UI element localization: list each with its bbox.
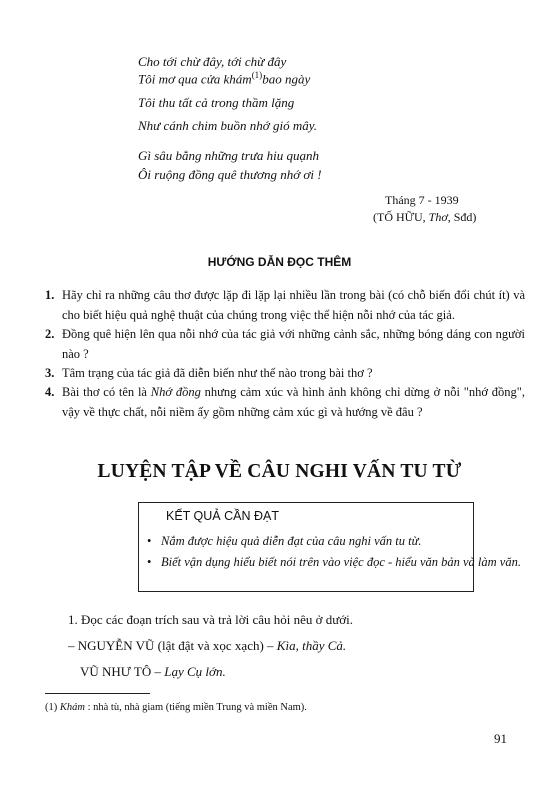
- dialogue-speech: Lạy Cụ lớn.: [164, 664, 226, 679]
- poem-line-2-b: bao ngày: [262, 71, 311, 87]
- question-text-a: Bài thơ có tên là: [62, 385, 151, 399]
- page-number: 91: [494, 731, 507, 746]
- guide-title: HƯỚNG DẪN ĐỌC THÊM: [207, 255, 352, 269]
- bullet-icon: •: [147, 534, 152, 548]
- question-text-b: nhưng cảm xúc và hình ảnh không chỉ dừng ở nỗi "nhớ đồng", vậy về thực chất, nỗi niềm ấy gồm những cảm xúc gì và hướng về đâu ?: [62, 385, 525, 419]
- dialogue-speaker: – NGUYỄN VŨ (lật đật và xọc xạch) –: [68, 638, 277, 653]
- dialogue-speaker: VŨ NHƯ TÔ –: [80, 664, 165, 679]
- poem-line-2-a: Tôi mơ qua cửa khám: [138, 71, 252, 87]
- objective-text: Nắm được hiệu quả diễn đạt của câu nghi vấn tu từ.: [161, 534, 422, 548]
- source-suffix: , Sđd): [447, 210, 477, 224]
- question-text: Hãy chỉ ra những câu thơ được lặp đi lặp lại nhiều lần trong bài (có chỗ biến đổi chút ít) và cho biết hiệu quả nghệ thuật của chúng trong việc thể hiện nỗi nhớ của tác giả.: [62, 288, 525, 322]
- question-number: 3.: [45, 366, 55, 380]
- question-number: 1.: [45, 288, 55, 302]
- poem-date: Tháng 7 - 1939: [385, 193, 459, 207]
- objective-item: [147, 533, 467, 550]
- objectives-box: [138, 502, 521, 592]
- exercise-line-2: [68, 638, 346, 654]
- source-work: Thơ: [428, 210, 448, 224]
- exercise-instruction: 1. Đọc các đoạn trích sau và trả lời câu hỏi nêu ở dưới.: [68, 612, 354, 627]
- question-text: Tâm trạng của tác giả đã diễn biến như thế nào trong bài thơ ?: [62, 366, 373, 380]
- question-4: [45, 382, 525, 422]
- objectives-title: KẾT QUẢ CẦN ĐẠT: [166, 509, 279, 523]
- footnote-divider: [45, 693, 150, 694]
- poem-line-3: Tôi thu tất cả trong thầm lặng: [138, 95, 295, 110]
- question-number: 2.: [45, 327, 55, 341]
- objective-item: [147, 554, 521, 571]
- bullet-icon: •: [147, 555, 152, 569]
- poem-line-1: Cho tới chừ đây, tới chừ đây: [138, 54, 287, 69]
- question-text-title: Nhớ đồng: [150, 385, 201, 399]
- lesson-title: LUYỆN TẬP VỀ CÂU NGHI VẤN TU TỪ: [97, 461, 462, 482]
- footnote-ref: (1): [251, 70, 263, 80]
- poem-source: [373, 210, 476, 225]
- question-number: 4.: [45, 385, 55, 399]
- question-1: [45, 285, 525, 325]
- question-3: [45, 363, 525, 383]
- question-text: Đồng quê hiện lên qua nỗi nhớ của tác giả với những cảnh sắc, những bóng dáng con người nào ?: [62, 327, 525, 361]
- objective-text: Biết vận dụng hiểu biết nói trên vào việc đọc - hiểu văn bản và làm văn.: [161, 555, 521, 569]
- poem-line-6: Ôi ruộng đồng quê thương nhớ ơi !: [138, 167, 322, 182]
- poem-line-4: Như cánh chim buồn nhớ gió mây.: [138, 118, 318, 133]
- footnote: [45, 702, 307, 713]
- footnote-text: : nhà tù, nhà giam (tiếng miền Trung và miền Nam).: [84, 702, 307, 713]
- exercise-line-3: [80, 664, 226, 680]
- poem-line-2: [138, 70, 310, 87]
- source-author: (TỐ HỮU,: [373, 210, 429, 224]
- dialogue-speech: Kìa, thầy Cả.: [276, 638, 347, 653]
- question-2: [45, 324, 525, 364]
- poem-line-5: Gì sâu bằng những trưa hiu quạnh: [138, 148, 320, 163]
- question-text: [62, 382, 525, 422]
- footnote-number: (1): [45, 702, 60, 713]
- footnote-term: Khám: [59, 702, 85, 713]
